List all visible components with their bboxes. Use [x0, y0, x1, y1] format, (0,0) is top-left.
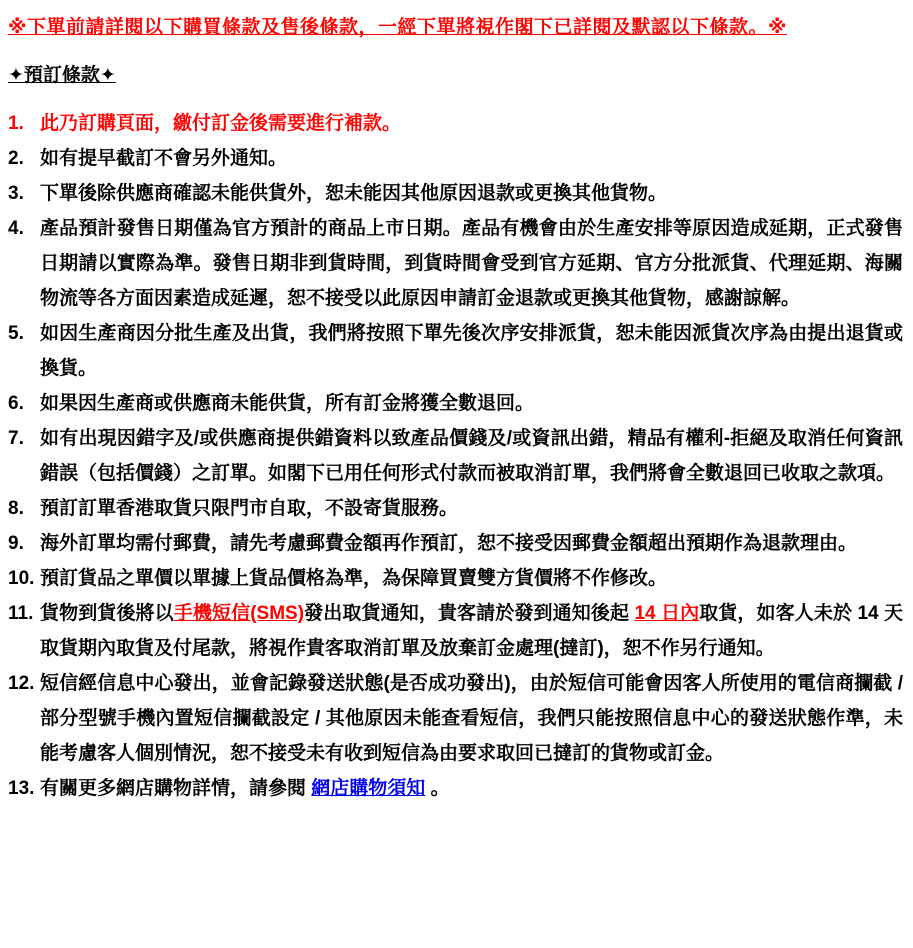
term-text: [40, 176, 903, 211]
term-text: [40, 596, 903, 666]
term-number: 9.: [8, 533, 24, 554]
term-text: [40, 561, 903, 596]
terms-list: [8, 106, 903, 806]
term-number: 5.: [8, 323, 24, 344]
term-number: 3.: [8, 183, 24, 204]
term-text: [40, 316, 903, 386]
term-text: [40, 491, 903, 526]
term-text-segment: 此乃訂購頁面，繳付訂金後需要進行補款。: [40, 113, 402, 134]
term-item-9: [8, 526, 903, 561]
term-text: [40, 106, 903, 141]
term-text-segment: 有關更多網店購物詳情，請參閱: [40, 778, 312, 799]
term-text: [40, 526, 903, 561]
term-text: [40, 211, 903, 316]
term-item-11: [8, 596, 903, 666]
term-text-segment: 貨物到貨後將以: [40, 603, 174, 624]
term-text: [40, 386, 903, 421]
term-item-1: [8, 106, 903, 141]
term-item-4: [8, 211, 903, 316]
term-number: 6.: [8, 393, 24, 414]
term-item-7: [8, 421, 903, 491]
section-heading-preorder-terms: ✦預訂條款✦: [8, 65, 116, 86]
term-item-12: [8, 666, 903, 771]
term-text-segment: 取貨，如客人未於 14 天取貨期內取貨及付尾款，將視作貴客取消訂單及放棄訂金處理(撻訂)，恕不作另行通知。: [40, 603, 903, 659]
term-number: 2.: [8, 148, 24, 169]
term-number: 1.: [8, 113, 24, 134]
term-number: 11.: [8, 603, 34, 624]
term-text: [40, 771, 903, 806]
document-title: ※下單前請詳閱以下購買條款及售後條款，一經下單將視作閣下已詳閱及默認以下條款。※: [8, 17, 787, 38]
term-text-segment: 預訂貨品之單價以單據上貨品價格為準，為保障買賣雙方貨價將不作修改。: [40, 568, 668, 589]
term-item-2: [8, 141, 903, 176]
pickup-deadline-highlight: 14 日內: [634, 603, 700, 624]
term-number: 10.: [8, 568, 35, 589]
term-item-10: [8, 561, 903, 596]
term-text-segment: 短信經信息中心發出，並會記錄發送狀態(是否成功發出)，由於短信可能會因客人所使用的電信商攔截 / 部分型號手機內置短信攔截設定 / 其他原因未能查看短信，我們只能按照信息中心的發送狀態作準，未能考慮客人個別情況，恕不接受未有收到短信為由要求取回已撻訂的貨物或訂金。: [40, 673, 903, 764]
term-text-segment: 如有出現因錯字及/或供應商提供錯資料以致產品價錢及/或資訊出錯，精品有權利-拒絕及取消任何資訊錯誤（包括價錢）之訂單。如閣下已用任何形式付款而被取消訂單，我們將會全數退回已收取之款項。: [40, 428, 903, 484]
term-item-5: [8, 316, 903, 386]
term-text: [40, 141, 903, 176]
term-text-segment: 如有提早截訂不會另外通知。: [40, 148, 288, 169]
sms-notice-highlight: 手機短信(SMS): [173, 603, 305, 624]
term-text-segment: 如果因生產商或供應商未能供貨，所有訂金將獲全數退回。: [40, 393, 535, 414]
term-number: 13.: [8, 778, 35, 799]
term-text-segment: 產品預計發售日期僅為官方預計的商品上市日期。產品有機會由於生產安排等原因造成延期，正式發售日期請以實際為準。發售日期非到貨時間，到貨時間會受到官方延期、官方分批派貨、代理延期、海關物流等各方面因素造成延遲，恕不接受以此原因申請訂金退款或更換其他貨物，感謝諒解。: [40, 218, 903, 309]
term-text: [40, 421, 903, 491]
store-shopping-notice-link[interactable]: 網店購物須知: [311, 778, 426, 799]
term-text-segment: 如因生產商因分批生產及出貨，我們將按照下單先後次序安排派貨，恕未能因派貨次序為由提出退貨或換貨。: [40, 323, 903, 379]
term-text-segment: 。: [425, 778, 450, 799]
term-item-13: [8, 771, 903, 806]
term-text-segment: 預訂訂單香港取貨只限門市自取，不設寄貨服務。: [40, 498, 459, 519]
term-number: 7.: [8, 428, 24, 449]
term-text: [40, 666, 903, 771]
term-text-segment: 海外訂單均需付郵費，請先考慮郵費金額再作預訂，恕不接受因郵費金額超出預期作為退款理由。: [40, 533, 858, 554]
term-text-segment: 下單後除供應商確認未能供貨外，恕未能因其他原因退款或更換其他貨物。: [40, 183, 668, 204]
term-item-6: [8, 386, 903, 421]
term-number: 4.: [8, 218, 24, 239]
term-text-segment: 發出取貨通知，貴客請於發到通知後起: [304, 603, 635, 624]
term-item-3: [8, 176, 903, 211]
term-number: 12.: [8, 673, 35, 694]
term-number: 8.: [8, 498, 24, 519]
term-item-8: [8, 491, 903, 526]
